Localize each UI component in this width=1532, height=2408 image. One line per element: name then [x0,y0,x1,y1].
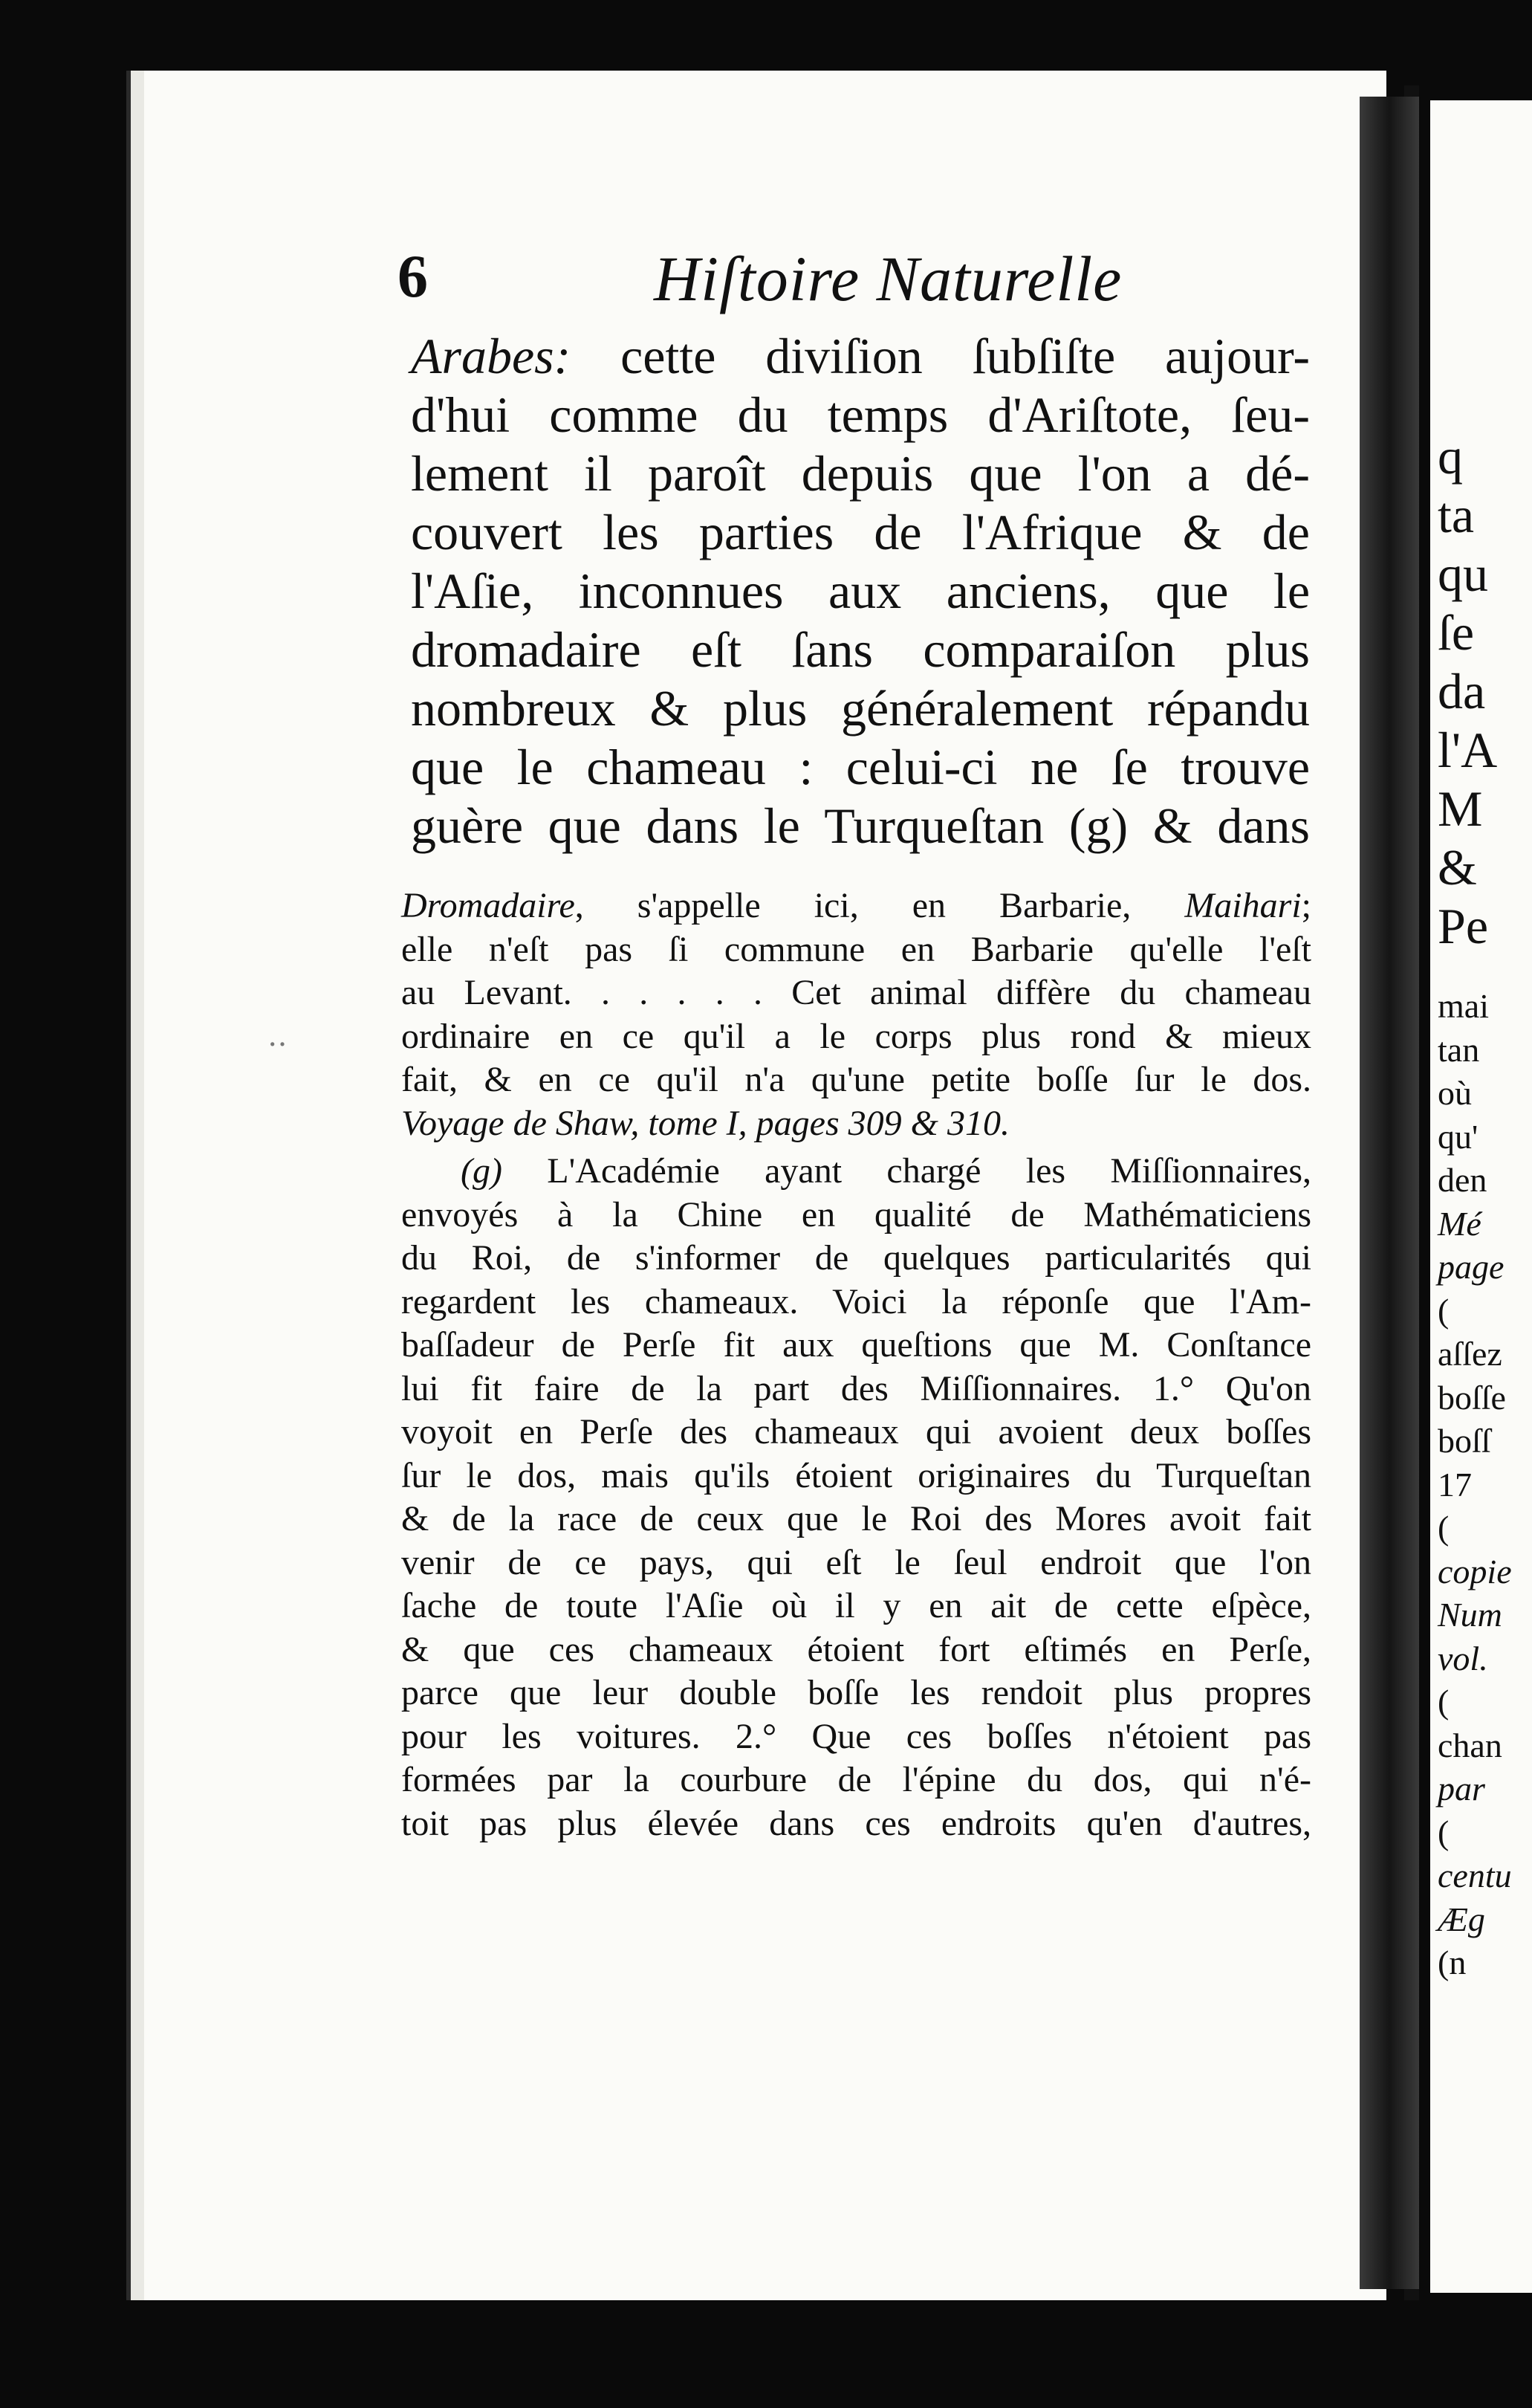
body-line [411,327,1310,386]
footnote-text: parce que leur double boſſe les rendoit plus propres [401,1673,1311,1712]
facing-body-line: q [1438,428,1463,485]
footnote-line [401,1802,1311,1846]
main-body-text [411,327,1310,855]
body-line-text: couvert les parties de l'Afrique & de [411,504,1310,560]
footnote-line [401,1628,1311,1672]
facing-note-line: mai [1438,987,1489,1025]
body-line [411,738,1310,797]
body-line-text: guère que dans le Turqueſtan (g) & dans [411,797,1310,854]
footnote-line [401,1411,1311,1454]
facing-note-line: tan [1438,1030,1480,1069]
footnote-line [401,1015,1311,1059]
body-line [411,444,1310,503]
footnote-line [401,1237,1311,1281]
facing-note-line: boſſ [1438,1422,1491,1460]
facing-body-line: ſe [1438,604,1475,661]
footnotes [401,884,1311,1845]
facing-note-line: par [1438,1770,1485,1807]
footnote-line [401,1585,1311,1628]
footnote-text: venir de ce pays, qui eſt le ſeul endroit que l'on [401,1542,1311,1582]
body-line-text: cette diviſion ſubſiſte aujour- [571,328,1310,384]
footnote-line [401,1715,1311,1759]
footnote-text: baſſadeur de Perſe fit aux queſtions que M. Conſtance [401,1325,1311,1365]
footnote-line [401,971,1311,1015]
footnote-text: ſache de toute l'Aſie où il y en ait de cette eſpèce, [401,1586,1311,1625]
facing-body-line: ta [1438,487,1475,543]
footnote-line [401,884,1311,928]
facing-note-line: boſſe [1438,1378,1506,1417]
facing-note-line: (n [1438,1943,1467,1981]
body-line-text: que le chameau : celui-ci ne ſe trouve [411,739,1310,795]
facing-note-line: page [1438,1248,1505,1286]
body-line [411,503,1310,562]
body-line [411,386,1310,444]
facing-note-line: vol. [1438,1639,1488,1677]
footnote-italic: Dromadaire [401,886,575,925]
footnote-text: ordinaire en ce qu'il a le corps plus rond & mieux [401,1016,1311,1056]
body-line-text: l'Aſie, inconnues aux anciens, que le [411,563,1310,619]
footnote-italic: Voyage de Shaw, tome I, pages 309 & 310. [401,1103,1010,1143]
facing-note-line: qu' [1438,1117,1479,1156]
body-line [411,621,1310,679]
footnote-line [401,1194,1311,1237]
footnote-line [401,1454,1311,1498]
footnote-text: ; [1301,886,1311,925]
facing-page-notes [1430,985,1532,1985]
page-number: 6 [397,242,428,310]
footnote-line [401,1324,1311,1368]
footnote-text: du Roi, de s'informer de quelques particularités qui [401,1238,1311,1278]
footnote-text: voyoit en Perſe des chameaux qui avoient deux boſſes [401,1412,1311,1451]
footnote-line [401,1541,1311,1585]
facing-note-line: où [1438,1074,1472,1112]
footnote-text: lui fit faire de la part des Miſſionnaires. 1.° Qu'on [401,1368,1311,1408]
footnote-text: toit pas plus élevée dans ces endroits qu'en d'autres, [401,1803,1311,1843]
footnote-line [401,1058,1311,1102]
footnote-text: au Levant. . . . . . Cet animal diffère du chameau [401,973,1311,1012]
footnote-text: regardent les chameaux. Voici la réponſe que l'Am- [401,1281,1311,1321]
facing-note-line: Mé [1438,1204,1481,1243]
facing-body-line: & [1438,839,1477,896]
footnote-text: , s'appelle ici, en Barbarie, [574,886,1185,925]
footnote-line [401,1758,1311,1802]
body-line [411,562,1310,621]
facing-body-line: l'A [1438,722,1498,778]
footnote-text: & que ces chameaux étoient fort eſtimés en Perſe, [401,1629,1311,1669]
facing-note-line: ( [1438,1683,1450,1721]
running-title: Hiſtoire Naturelle [654,243,1123,314]
footnote-text: & de la race de ceux que le Roi des Mores avoit fait [401,1499,1311,1538]
footnote-line [401,1150,1311,1194]
body-line-text: nombreux & plus généralement répandu [411,680,1310,737]
facing-page-fragment [1430,100,1532,2293]
footnote-line [401,1498,1311,1541]
facing-note-line: den [1438,1161,1487,1199]
facing-body-line: da [1438,663,1486,719]
body-line [411,797,1310,855]
footnote-text: pour les voitures. 2.° Que ces boſſes n'étoient pas [401,1716,1311,1756]
facing-page-body [1430,427,1532,956]
footnote-italic: (g) [461,1151,502,1191]
facing-note-line: centu [1438,1857,1512,1894]
body-line-text: lement il paroît depuis que l'on a dé- [411,445,1310,502]
catchword-italic: Arabes: [411,328,571,384]
facing-note-line: Æg [1438,1900,1485,1938]
facing-note-line: Num [1438,1596,1502,1634]
footnote-line [401,1102,1311,1146]
footnote-text: envoyés à la Chine en qualité de Mathématiciens [401,1194,1311,1234]
facing-note-line: ( [1438,1291,1450,1330]
facing-note-line: 17 [1438,1465,1472,1504]
footnote-line [401,1671,1311,1715]
facing-note-line: aſſez [1438,1335,1502,1373]
footnote-text: formées par la courbure de l'épine du dos, qui n'é- [401,1760,1311,1799]
footnote-italic: Maihari [1184,886,1302,925]
facing-note-line: chan [1438,1726,1502,1764]
footnote-line [401,1281,1311,1324]
body-line-text: dromadaire eſt ſans comparaiſon plus [411,621,1310,678]
footnote-line [401,928,1311,972]
footnote-text: ſur le dos, mais qu'ils étoient originaires du Turqueſtan [401,1455,1311,1495]
footnote-text: L'Académie ayant chargé les Miſſionnaires, [502,1151,1311,1191]
scan-mark: ‥ [267,1019,288,1052]
facing-note-line: copie [1438,1552,1512,1590]
facing-body-line: M [1438,780,1483,837]
body-line [411,679,1310,738]
facing-note-line: ( [1438,1509,1450,1547]
body-line-text: d'hui comme du temps d'Ariſtote, ſeu- [411,386,1310,443]
running-header [397,242,1289,323]
facing-note-line: ( [1438,1813,1450,1851]
facing-body-line: Pe [1438,898,1488,954]
book-binding-edge [1360,97,1419,2289]
footnote-text: fait, & en ce qu'il n'a qu'une petite boſſe ſur le dos. [401,1060,1311,1099]
footnote-text: elle n'eſt pas ſi commune en Barbarie qu'elle l'eſt [401,929,1311,969]
footnote-line [401,1368,1311,1411]
facing-body-line: qu [1438,546,1488,602]
